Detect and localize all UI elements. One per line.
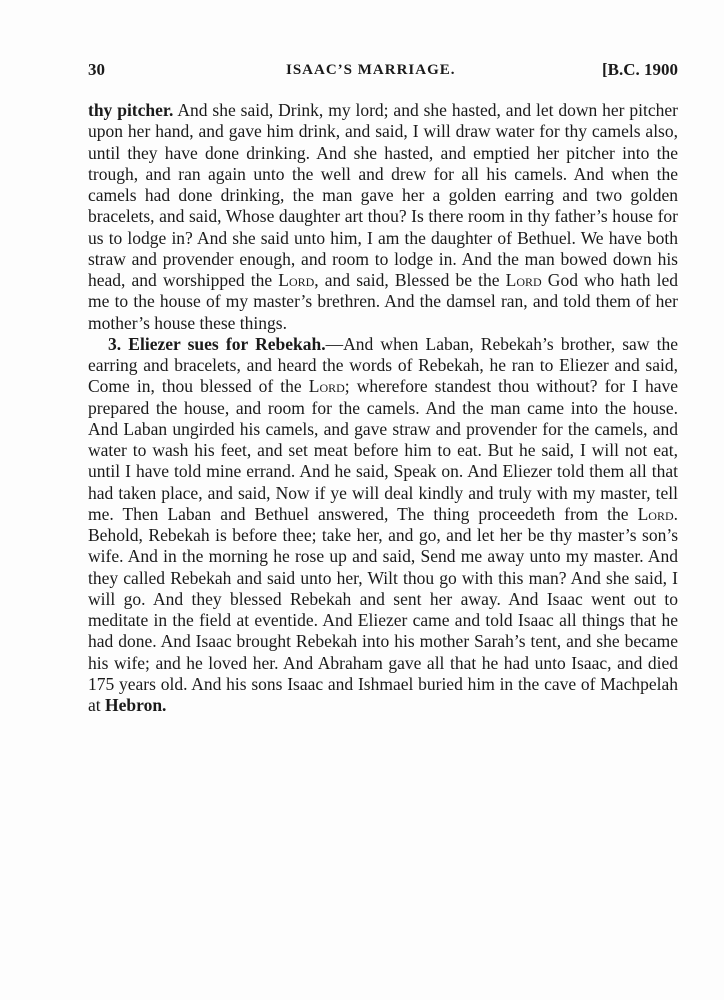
small-caps-lord: Lord — [308, 376, 345, 397]
paragraph-2-text-a: —And when Laban, Rebekah’s brother, saw the earring and bracelets, and heard the words of Rebekah, he ran to Eliezer and said, Come in, thou blessed of the — [88, 333, 679, 397]
small-caps-lord: Lord — [505, 270, 542, 290]
paragraph-1-opening: thy pitcher. — [88, 100, 174, 120]
page-header — [88, 60, 678, 88]
paragraph-1-text-a: And she said, Drink, my lord; and she hasted, and let down her pitcher upon her hand, and gave him drink, and said, I will draw water for thy camels also, until they have done drinking. And she hasted, and emptied her pitcher into the trough, and ran again unto the well and drew for all his camels. And when the camels had done drinking, the man gave her a golden earring and two golden bracelets, and said, Whose daughter art thou? Is there room in thy father’s house for us to lodge in? And she said unto him, I am the daughter of Bethuel. We have both straw and provender enough, and room to lodge in. And the man bowed down his head, and worshipped the — [88, 100, 678, 290]
body-text — [88, 100, 678, 716]
section-title: Eliezer sues for Rebekah. — [121, 333, 326, 354]
paragraph-2-closing: Hebron. — [105, 695, 167, 715]
paragraph-1-text-b: , and said, Blessed be the — [314, 270, 506, 290]
paragraph-2 — [88, 334, 678, 717]
paragraph-2-text-c: . Behold, Rebekah is before thee; take her, and go, and let her be thy master’s son’s wife. And in the morning he rose up and said, Send me away unto my master. And they called Rebekah and said unto her, Wilt thou go with this man? And she said, I will go. And they blessed Rebekah and sent her away. And Isaac went out to meditate in the field at eventide. And Eliezer came and told Isaac all things that he had done. And Isaac brought Rebekah into his mother Sarah’s tent, and she became his wife; and he loved her. And Abraham gave all that he had unto Isaac, and died 175 years old. And his sons Isaac and Ishmael buried him in the cave of Machpelah at — [88, 503, 678, 715]
paragraph-2-text-b: ; wherefore standest thou without? for I have prepared the house, and room for the camels. And the man came into the house. And Laban ungirded his camels, and gave straw and provender for the camels, and water to wash his feet, and set meat before him to eat. But he said, I will not eat, until I have told mine errand. And he said, Speak on. And Eliezer told them all that had taken place, and said, Now if ye will deal kindly and truly with my master, tell me. Then Laban and Bethuel answered, The thing proceedeth from the — [88, 376, 678, 524]
date-bracket: [B.C. 1900 — [601, 60, 678, 79]
section-number: 3. — [108, 333, 122, 354]
running-title: ISAAC’S MARRIAGE. — [286, 62, 456, 78]
paragraph-1 — [88, 100, 678, 334]
paragraph-1-text-c: God who hath led me to the house of my master’s brethren. And the damsel ran, and told them of her mother’s house these things. — [88, 270, 678, 333]
page-number: 30 — [88, 60, 105, 79]
small-caps-lord: Lord — [278, 270, 315, 290]
small-caps-lord: Lord — [637, 503, 674, 524]
